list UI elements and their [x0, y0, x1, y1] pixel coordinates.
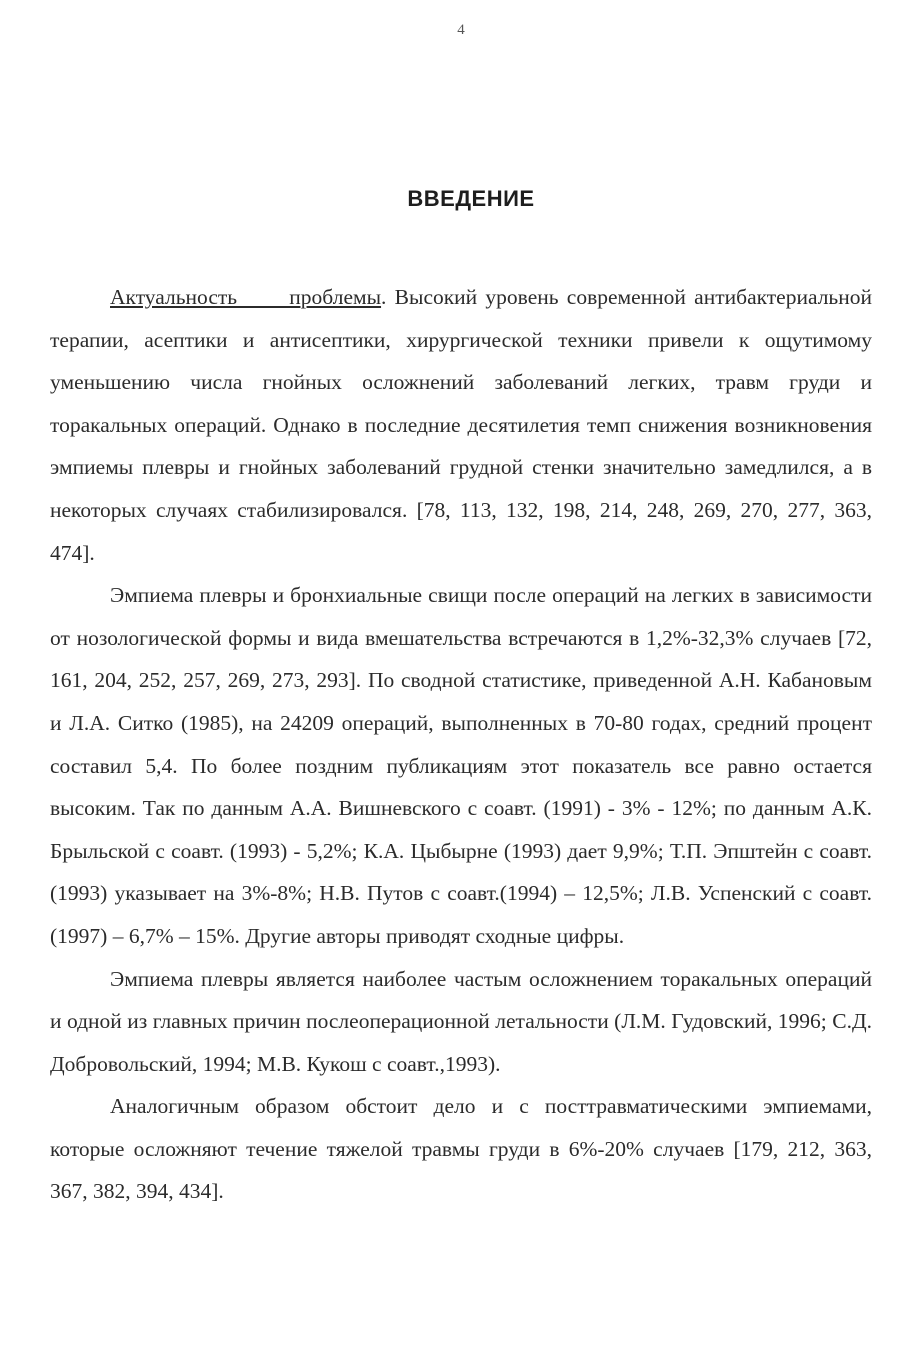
paragraph-relevance: [50, 276, 872, 574]
paragraph-posttraumatic: Аналогичным образом обстоит дело и с посттравматическими эмпиемами, которые осложняют течение тяжелой травмы груди в 6%-20% случаев [179, 212, 363, 367, 382, 394, 434].: [50, 1094, 872, 1204]
paragraph-text: . Высокий уровень современной антибактериальной терапии, асептики и антисептики, хирургической техники привели к ощутимому уменьшению числа гнойных осложнений заболеваний легких, травм груди и торакальных операций. Однако в последние десятилетия темп снижения возникновения эмпиемы плевры и гнойных заболеваний грудной стенки значительно замедлился, а в некоторых случаях стабилизировался. [78, 113, 132, 198, 214, 248, 269, 270, 277, 363, 474].: [50, 285, 872, 565]
paragraph-statistics: Эмпиема плевры и бронхиальные свищи после операций на легких в зависимости от нозологической формы и вида вмешательства встречаются в 1,2%-32,3% случаев [72, 161, 204, 252, 257, 269, 273, 293]. По сводной статистике, приведенной А.Н. Кабановым и Л.А. Ситко (1985), на 24209 операций, выполненных в 70-80 годах, средний процент составил 5,4. По более поздним публикациям этот показатель все равно остается высоким. Так по данным А.А. Вишневского с соавт. (1991) - 3% - 12%; по данным А.К. Брыльской с соавт. (1993) - 5,2%; К.А. Цыбырне (1993) дает 9,9%; Т.П. Эпштейн с соавт. (1993) указывает на 3%-8%; Н.В. Путов с соавт.(1994) – 12,5%; Л.В. Успенский с соавт. (1997) – 6,7% – 15%. Другие авторы приводят сходные цифры.: [50, 583, 872, 948]
section-heading: ВВЕДЕНИЕ: [407, 186, 535, 211]
page-number: 4: [457, 22, 465, 38]
body-text: [50, 276, 872, 1213]
paragraph-complications: Эмпиема плевры является наиболее частым осложнением торакальных операций и одной из главных причин послеоперационной летальности (Л.М. Гудовский, 1996; С.Д. Добровольский, 1994; М.В. Кукош с соавт.,1993).: [50, 966, 872, 1076]
lead-label: Актуальность проблемы: [110, 285, 382, 309]
